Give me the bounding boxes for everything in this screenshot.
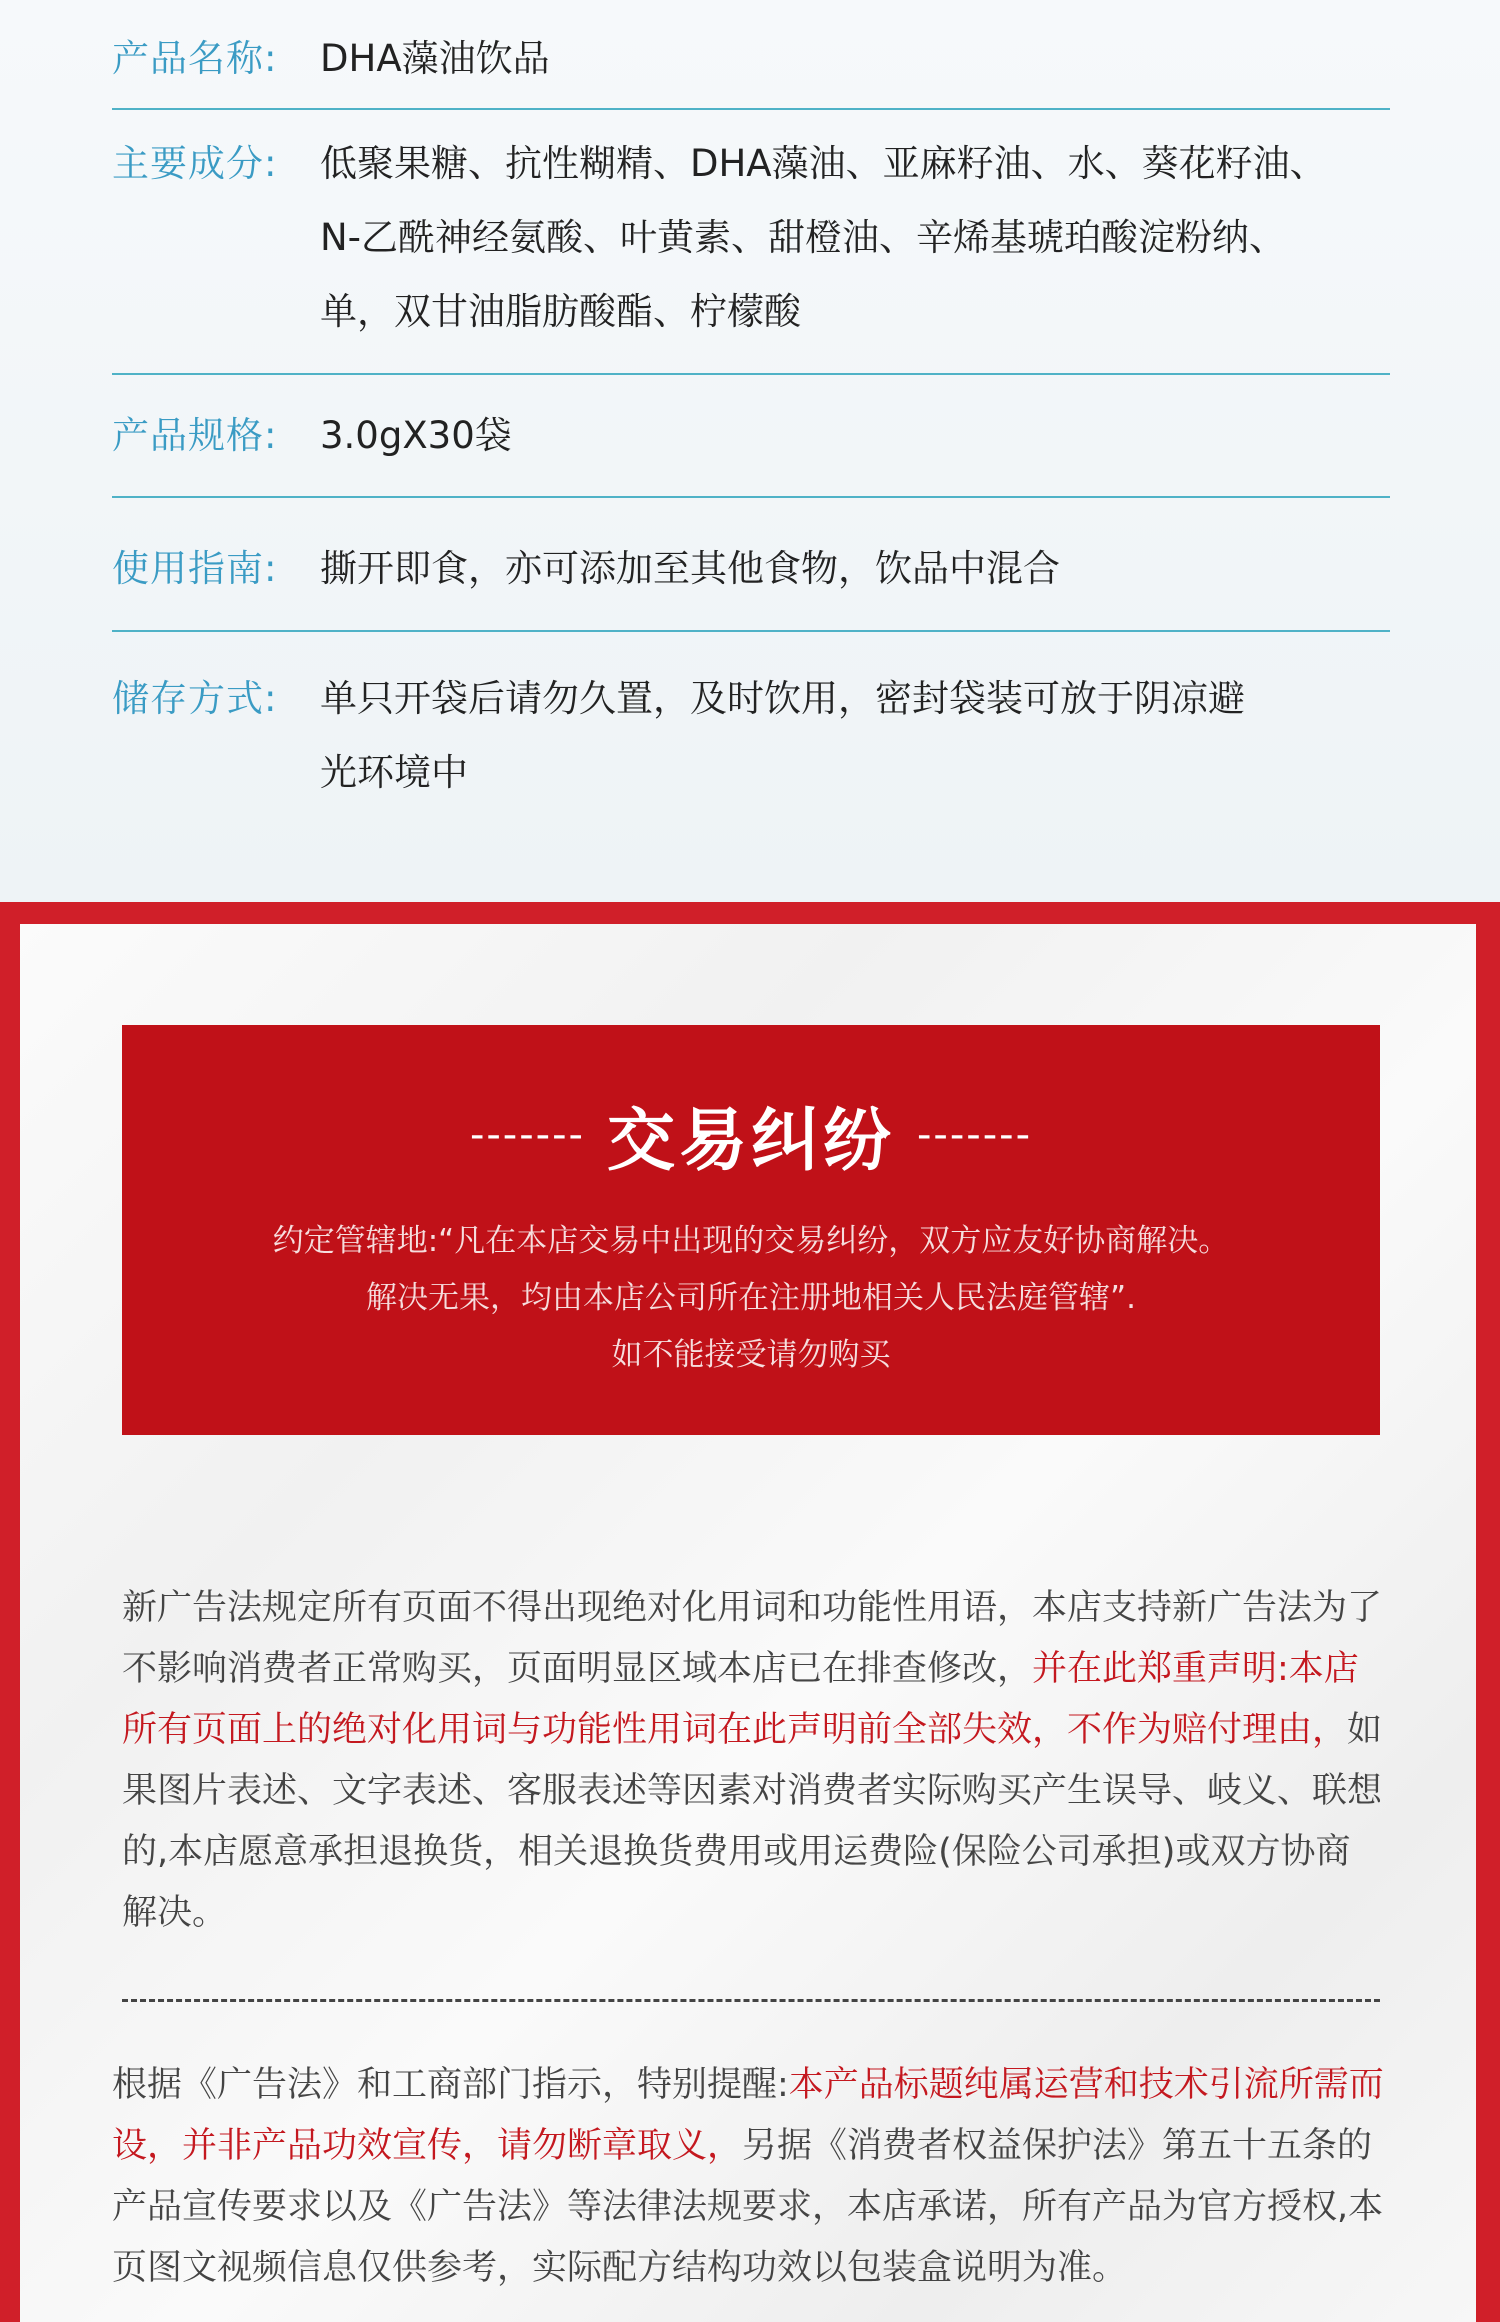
spec-divider [112, 630, 1390, 632]
dispute-text [122, 1213, 1380, 1384]
dispute-line: 如不能接受请勿购买 [611, 1337, 891, 1373]
dispute-title: 交易纠纷 [606, 1101, 895, 1181]
spec-value: 撕开即食，亦可添加至其他食物，饮品中混合 [320, 547, 1060, 590]
notice-text: 如果图片表述、文字表述、客服表述等因素对消费者实际购买产生误导、岐义、联想的,本店愿意承担退换货，相关退换货费用或用运费险(保险公司承担)或双方协商解决。 [122, 1710, 1383, 1933]
heading-dash-left: ------- [469, 1112, 585, 1158]
spec-row-name [112, 22, 1390, 96]
spec-value: 3.0gX30袋 [320, 414, 512, 457]
notice-text: 另据《消费者权益保护法》第五十五条的产品宣传要求以及《广告法》等法律法规要求，本店承诺，所有产品为官方授权,本页图文视频信息仅供参考，实际配方结构功效以包装盒说明为准。 [112, 2126, 1384, 2288]
spec-divider [112, 108, 1390, 110]
dispute-line: 约定管辖地:“凡在本店交易中出现的交易纠纷，双方应友好协商解决。 [272, 1223, 1230, 1259]
spec-row-ingredients [112, 127, 1390, 349]
notice-highlight: 本产品标题纯属运营和技术引流所需而设，并非产品功效宣传，请勿断章取义， [112, 2065, 1384, 2166]
spec-divider [112, 496, 1390, 498]
spec-row-size [112, 399, 1390, 473]
spec-row-usage [112, 532, 1390, 606]
spec-value: 单只开袋后请勿久置，及时饮用，密封袋装可放于阴凉避 光环境中 [320, 677, 1245, 794]
dispute-line: 解决无果，均由本店公司所在注册地相关人民法庭管辖”. [366, 1280, 1136, 1316]
spec-value: 低聚果糖、抗性糊精、DHA藻油、亚麻籽油、水、葵花籽油、 N-乙酰神经氨酸、叶黄素、甜橙油、辛烯基琥珀酸淀粉纳、 单，双甘油脂肪酸酯、柠檬酸 [320, 142, 1327, 333]
notice-text: 新广告法规定所有页面不得出现绝对化用词和功能性用语，本店支持新广告法为了不影响消费者正常购买，页面明显区域本店已在排查修改， [122, 1588, 1383, 1689]
spec-divider [112, 373, 1390, 375]
dashed-divider [122, 1999, 1380, 2002]
spec-label: 使用指南: [112, 547, 278, 590]
dispute-banner [122, 1025, 1380, 1435]
spec-label: 产品规格: [112, 414, 278, 457]
spec-label: 主要成分: [112, 142, 278, 185]
product-spec-section [0, 0, 1500, 902]
notice-highlight: 并在此郑重声明:本店所有页面上的绝对化用词与功能性用词在此声明前全部失效，不作为赔付理由， [122, 1649, 1359, 1750]
spec-label: 储存方式: [112, 677, 278, 720]
dispute-heading [122, 1085, 1380, 1185]
ad-law-notice [122, 1578, 1384, 1944]
spec-label: 产品名称: [112, 37, 278, 80]
spec-row-storage [112, 662, 1390, 810]
heading-dash-right: ------- [917, 1112, 1033, 1158]
consumer-law-notice [112, 2055, 1392, 2299]
spec-value: DHA藻油饮品 [320, 37, 550, 80]
notice-text: 根据《广告法》和工商部门指示，特别提醒: [112, 2065, 789, 2105]
